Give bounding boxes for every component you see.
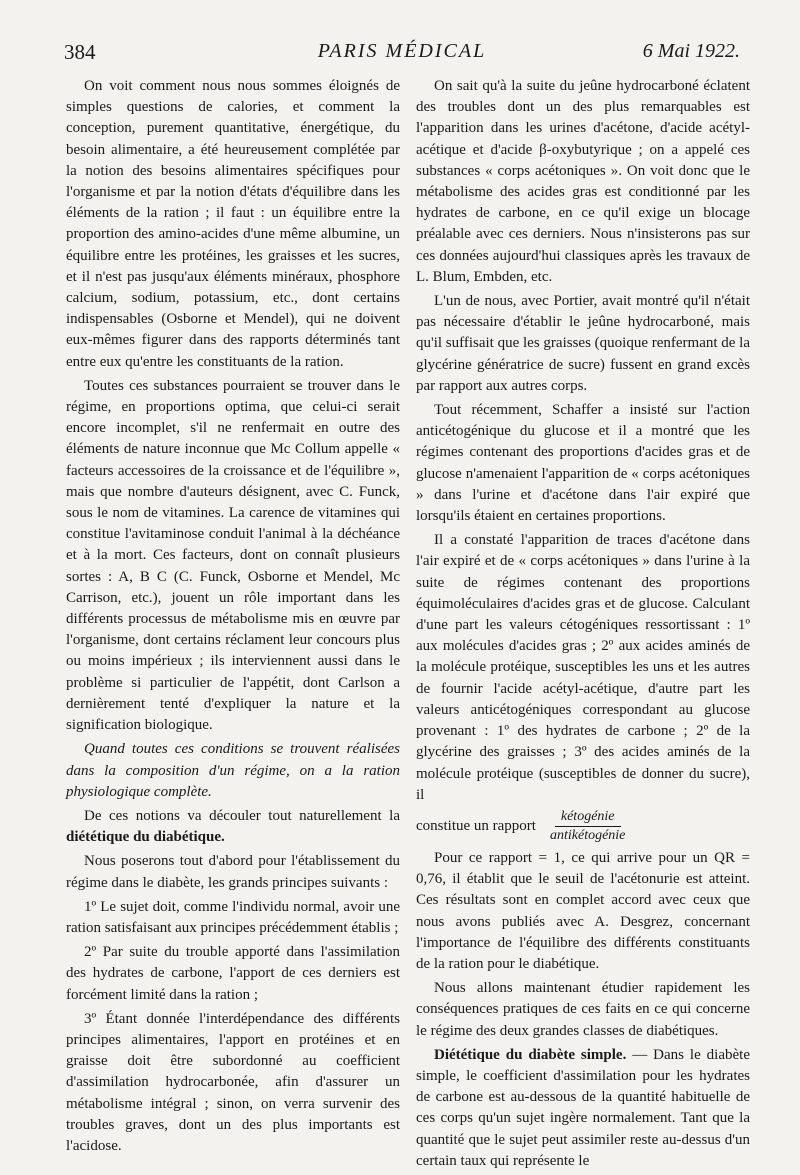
journal-title: PARIS MÉDICAL	[317, 40, 487, 62]
page-number: 384	[64, 40, 96, 64]
list-item: 2º Par suite du trouble apporté dans l'assimilation des hydrates de carbone, l'apport de ces derniers est forcément limité dans la ration ;	[66, 944, 400, 1003]
paragraph: On sait qu'à la suite du jeûne hydrocarboné éclatent des troubles dont un des plus remarquables est l'apparition dans les urines d'acétone, d'acide acétyl-acétique et d'acide β-oxybutyrique ; on a appelé ces substances « corps acétoniques ». On voit donc que le métabolisme des acides gras est conditionné par les hydrates de carbone, en ce qu'il exige un blocage préalable avec ces derniers. Nous n'insisterons pas sur ces données aujourd'hui classiques après les travaux de L. Blum, Embden, etc.	[416, 78, 750, 285]
fraction	[544, 809, 631, 844]
list-item: 1º Le sujet doit, comme l'individu normal, avoir une ration satisfaisant aux principes précédemment établis ;	[66, 898, 400, 936]
paragraph-text: De ces notions va découler tout naturellement la	[84, 807, 400, 824]
page-header	[64, 40, 740, 68]
paragraph-text: — Dans le diabète simple, le coefficient d'assimilation pour les hydrates de carbone est au-dessous de la quantité habituelle de ces corps qu'un sujet ingère normalement. Tant que la quantité que le sujet peut assimiler reste au-dessus d'un certain taux qui représente le	[416, 1046, 750, 1169]
paragraph: Toutes ces substances pourraient se trouver dans le régime, en proportions optima, que celui-ci serait encore incomplet, s'il ne renfermait en outre des éléments de nature inconnue que Mc Collum appelle « facteurs accessoires de la croissance et de l'équilibre », mais que nombre d'auteurs désignent, avec C. Funck, sous le nom de vitamines. La carence de vitamines qui constitue l'avitaminose conduit l'animal à la déchéance et à la mort. Ces facteurs, dont on connaît plusieurs sortes : A, B C (C. Funck, Osborne et Mendel, Mc Carrison, etc.), jouent un rôle important dans les différents processus de métabolisme mis en œuvre par l'organisme, dont certains réclament leur concours plus ou moins impérieux ; ils interviennent aussi dans le problème si particulier de l'appétit, dont Carlson a dernièrement tenté d'expliquer la nature et la signification biologique.	[66, 377, 400, 734]
paragraph: Nous poserons tout d'abord pour l'établissement du régime dans le diabète, les grands principes suivants :	[66, 853, 400, 891]
paragraph	[66, 806, 400, 848]
paragraph: Quand toutes ces conditions se trouvent réalisées dans la composition d'un régime, on a la ration physiologique complète.	[66, 741, 400, 800]
section-heading: Diététique du diabète simple.	[434, 1046, 627, 1063]
list-item: 3º Étant donnée l'interdépendance des différents principes alimentaires, l'apport en protéines et en graisse doit être subordonné au coefficient d'assimilation hydrocarbonée, afin d'assurer un métabolisme intégral ; sinon, on verra survenir des troubles graves, dont un des plus importants est l'acidose.	[66, 1010, 400, 1154]
paragraph: Pour ce rapport = 1, ce qui arrive pour un QR = 0,76, il établit que le seuil de l'acétonurie est atteint. Ces résultats sont en complet accord avec ceux que nous avons publiés avec A. Desgrez, concernant l'importance de l'équilibre des différents constituants de la ration pour le diabétique.	[416, 849, 750, 972]
issue-date: 6 Mai 1922.	[642, 40, 740, 62]
section-heading: diététique du diabétique.	[66, 829, 225, 846]
paragraph: L'un de nous, avec Portier, avait montré qu'il n'était pas nécessaire d'établir le jeûne hydrocarboné, mais qu'il suffisait que les graisses (quoique renfermant de la glycérine génératrice de sucre) fussent en grand excès par rapport aux autres corps.	[416, 293, 750, 394]
fraction-numerator: kétogénie	[555, 809, 621, 827]
left-column	[66, 76, 400, 1160]
ratio-prefix: constitue un rapport	[416, 817, 536, 834]
ratio-formula	[416, 809, 750, 844]
fraction-denominator: antikétogénie	[549, 827, 626, 843]
paragraph	[416, 1045, 750, 1172]
paragraph: On voit comment nous nous sommes éloignés de simples questions de calories, et comment la conception, purement quantitative, énergétique, du besoin alimentaire, a été heureusement complétée par la notion des besoins alimentaires spécifiques pour l'organisme et par la notion d'états d'équilibre dans les éléments de la ration ; il faut : un équilibre entre la proportion des amino-acides d'une même albumine, un équilibre entre les protéines, les graisses et les sucres, et il n'est pas jusqu'aux éléments minéraux, phosphore calcium, sodium, potassium, etc., dont certains indispensables (Osborne et Mendel), qui ne doivent eux-mêmes figurer dans des rapports déterminés tant entre eux qu'entre les constituants de la ration.	[66, 78, 400, 370]
paragraph: Tout récemment, Schaffer a insisté sur l'action anticétogénique du glucose et il a montré que les régimes contenant des proportions d'acides gras et de glucose n'amenaient l'apparition de « corps acétoniques » dans l'urine et d'acétone dans l'air expiré que lorsqu'ils étaient en certaines proportions.	[416, 402, 750, 525]
paragraph: Il a constaté l'apparition de traces d'acétone dans l'air expiré et de « corps acétoniques » dans l'urine à la suite de régimes contenant des proportions équimoléculaires d'acides gras et de glucose. Calculant d'une part les valeurs cétogéniques ressortissant : 1º aux molécules d'acides gras ; 2º aux acides aminés de la molécule protéique, susceptibles les uns et les autres de fournir l'acide acétyl-acétique, d'autre part les valeurs anticétogéniques correspondant au glucose provenant : 1º des hydrates de carbone ; 2º de la glycérine des graisses ; 3º des acides aminés de la molécule protéique (susceptibles de donner du sucre), il	[416, 532, 750, 803]
right-column	[416, 76, 750, 1175]
paragraph: Nous allons maintenant étudier rapidement les conséquences pratiques de ces faits en ce qui concerne le régime des deux grandes classes de diabétiques.	[416, 980, 750, 1039]
